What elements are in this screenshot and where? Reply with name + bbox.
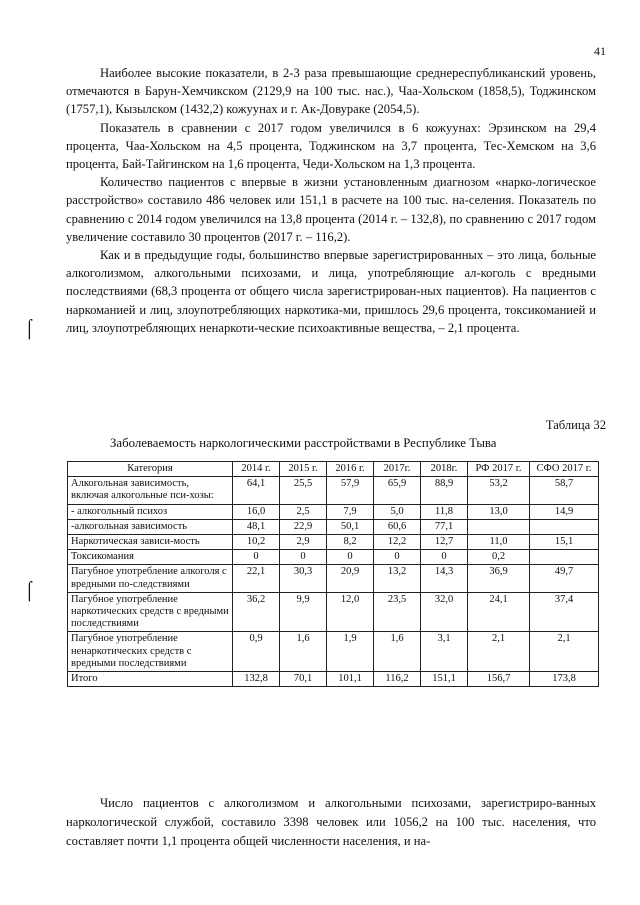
table-cell: 14,3 [421,565,468,592]
table-row [68,632,599,672]
table-cell: 60,6 [374,519,421,534]
table-header: Категория [68,462,233,477]
paragraph-2: Показатель в сравнении с 2017 годом увеличился в 6 кожуунах: Эрзинском на 29,4 процента, Чаа-Хольском на 4,5 процента, Тоджинском на 3,7 процента, Тес-Хемском на 3,6 процента, Бай-Тайгинском на 1,6 процента, Чеди-Хольском на 1,3 процента. [66,120,596,172]
table-row [68,565,599,592]
table-cell: 2,9 [280,535,327,550]
table-cell: 11,8 [421,504,468,519]
paragraph-3: Количество пациентов с впервые в жизни установленным диагнозом «нарко-логическое расстройство» составило 486 человек или 151,1 в расчете на 100 тыс. на-селения. Показатель по сравнению с 2014 годом увеличился на 13,8 процента (2014 г. – 132,8), по сравнению с 2017 годом увеличение составило 30 процентов (2017 г. – 116,2). [66,175,596,244]
paragraph-4: Как и в предыдущие годы, большинство впервые зарегистрированных – это лица, больные алкоголизмом, алкогольными психозами, и лица, употребляющие ал-коголь с вредными последствиями (68,3 процента от общего числа зарегистрирован-ных пациентов). На пациентов с наркоманией и лиц, злоупотребляющих наркотика-ми, пришлось 29,6 процента, токсикоманией и лиц, злоупотребляющих ненаркоти-ческие психоактивные вещества, – 2,1 процента. [66,248,596,335]
table-header: 2014 г. [233,462,280,477]
table-row [68,504,599,519]
table-cell [468,519,530,534]
table-cell: 116,2 [374,672,421,687]
table-cell: 0 [374,550,421,565]
table-cell: 53,2 [468,477,530,504]
table-cell: 2,1 [530,632,599,672]
table-header: 2017г. [374,462,421,477]
table-cell: 12,7 [421,535,468,550]
table-cell: 16,0 [233,504,280,519]
table-cell: 22,9 [280,519,327,534]
incidence-table [67,461,599,687]
table-cell: 3,1 [421,632,468,672]
table-cell: 0 [233,550,280,565]
table-cell: 15,1 [530,535,599,550]
table-row [68,550,599,565]
table-cell: 37,4 [530,592,599,632]
table-cell: 64,1 [233,477,280,504]
table-cell: 151,1 [421,672,468,687]
table-cell: 173,8 [530,672,599,687]
row-category: Пагубное употребление алкоголя с вредными по-следствиями [68,565,233,592]
table-cell: 156,7 [468,672,530,687]
table-cell: 0 [280,550,327,565]
table-cell: 58,7 [530,477,599,504]
table-cell: 20,9 [327,565,374,592]
table-cell: 0,9 [233,632,280,672]
margin-mark: ⌠ [24,318,35,338]
table-cell: 65,9 [374,477,421,504]
table-cell: 0 [421,550,468,565]
table-caption: Таблица 32 [545,418,606,432]
row-category: Алкогольная зависимость, включая алкогольные пси-хозы: [68,477,233,504]
table-cell: 13,0 [468,504,530,519]
table-cell: 5,0 [374,504,421,519]
table-cell: 8,2 [327,535,374,550]
table-cell [530,550,599,565]
table-row [68,477,599,504]
table-cell: 36,2 [233,592,280,632]
table-cell: 1,6 [280,632,327,672]
table-cell: 1,9 [327,632,374,672]
row-category: Наркотическая зависи-мость [68,535,233,550]
table-cell: 36,9 [468,565,530,592]
table-row [68,672,599,687]
table-cell: 9,9 [280,592,327,632]
table-cell: 25,5 [280,477,327,504]
paragraph-5: Число пациентов с алкоголизмом и алкогольными психозами, зарегистриро-ванных наркологической службой, составило 3398 человек или 1056,2 на 100 тыс. населения, что составляет почти 1,1 процента общей численности населения, и на- [66,796,596,848]
table-cell: 70,1 [280,672,327,687]
table-cell: 23,5 [374,592,421,632]
table-title: Заболеваемость наркологическими расстройствами в Республике Тыва [110,436,497,450]
bottom-text [66,794,596,851]
table-cell: 48,1 [233,519,280,534]
table-cell: 32,0 [421,592,468,632]
table-cell: 2,1 [468,632,530,672]
table-cell: 12,0 [327,592,374,632]
table-header: СФО 2017 г. [530,462,599,477]
table-cell: 11,0 [468,535,530,550]
table-cell: 22,1 [233,565,280,592]
table-cell: 30,3 [280,565,327,592]
table-cell: 50,1 [327,519,374,534]
row-category: - алкогольный психоз [68,504,233,519]
table-row [68,535,599,550]
table-cell: 12,2 [374,535,421,550]
row-category: Токсикомания [68,550,233,565]
row-category: Пагубное употребление ненаркотических средств с вредными последствиями [68,632,233,672]
table-cell: 101,1 [327,672,374,687]
table-cell: 2,5 [280,504,327,519]
table-cell: 0 [327,550,374,565]
table-cell: 88,9 [421,477,468,504]
paragraph-1: Наиболее высокие показатели, в 2-3 раза превышающие среднереспубликанский уровень, отмечаются в Барун-Хемчикском (2129,9 на 100 тыс. нас.), Чаа-Хольском (1858,5), Тоджинском (1757,1), Кызылском (1432,2) кожуунах и г. Ак-Довураке (2054,5). [66,66,596,117]
table-header: 2015 г. [280,462,327,477]
table-header: 2016 г. [327,462,374,477]
table-row [68,592,599,632]
table-cell: 57,9 [327,477,374,504]
table-cell: 14,9 [530,504,599,519]
row-category: Пагубное употребление наркотических средств с вредными последствиями [68,592,233,632]
page-number: 41 [594,44,606,58]
table-cell: 1,6 [374,632,421,672]
table-cell: 7,9 [327,504,374,519]
margin-mark: ⌠ [24,580,35,600]
table-cell: 77,1 [421,519,468,534]
table-row [68,519,599,534]
row-category: -алкогольная зависимость [68,519,233,534]
table-cell: 49,7 [530,565,599,592]
table-header: РФ 2017 г. [468,462,530,477]
table-cell: 0,2 [468,550,530,565]
table-cell [530,519,599,534]
table-header: 2018г. [421,462,468,477]
table-cell: 24,1 [468,592,530,632]
table-cell: 10,2 [233,535,280,550]
body-text [66,64,596,337]
table-cell: 13,2 [374,565,421,592]
table-cell: 132,8 [233,672,280,687]
table-header-row [68,462,599,477]
row-category: Итого [68,672,233,687]
